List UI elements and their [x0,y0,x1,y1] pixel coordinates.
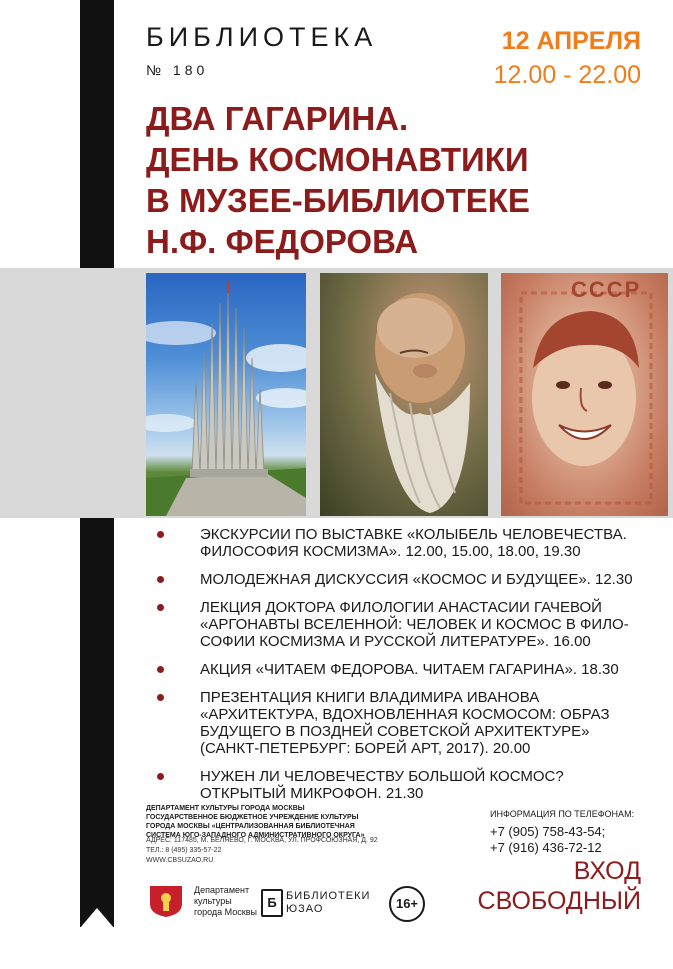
elder-portrait-illustration [320,273,488,516]
libraries-logo-line: БИБЛИОТЕКИ [286,890,371,902]
gagarin-portrait [501,273,668,516]
phone-number[interactable]: +7 (905) 758-43-54; [490,824,606,839]
bullet-icon [157,531,164,538]
event-time: 12.00 - 22.00 [493,61,641,89]
library-name: БИБЛИОТЕКА [146,22,378,52]
department-logo-line: Департамент [194,885,250,895]
entry-line: ВХОД [573,857,641,885]
organizer-line: ГОСУДАРСТВЕННОЕ БЮДЖЕТНОЕ УЧРЕЖДЕНИЕ КУЛЬТУРЫ [146,814,359,821]
address: АДРЕС: 117485, М. БЕЛЯЕВО, Г. МОСКВА, УЛ. ПРОФСОЮЗНАЯ, Д. 92 [146,837,378,844]
bullet-icon [157,773,164,780]
bullet-icon [157,576,164,583]
headline-line: ДЕНЬ КОСМОНАВТИКИ [146,141,529,178]
event-line: (САНКТ-ПЕТЕРБУРГ: БОРЕЙ АРТ, 2017). 20.00 [200,740,531,757]
phones-label: ИНФОРМАЦИЯ ПО ТЕЛЕФОНАМ: [490,809,635,819]
event-line: СОФИИ КОСМИЗМА И РУССКОЙ ЛИТЕРАТУРЕ». 16.00 [200,633,591,650]
organizer-line: ГОРОДА МОСКВЫ «ЦЕНТРАЛИЗОВАННАЯ БИБЛИОТЕЧНАЯ [146,823,355,830]
headline-line: ДВА ГАГАРИНА. [146,100,409,137]
library-phone: ТЕЛ.: 8 (495) 335-57-22 [146,847,222,854]
organizer-line: ДЕПАРТАМЕНТ КУЛЬТУРЫ ГОРОДА МОСКВЫ [146,805,305,812]
organizer-block [146,804,416,840]
bullet-icon [157,694,164,701]
gagarin-portrait-illustration [501,273,668,516]
event-line: ЛЕКЦИЯ ДОКТОРА ФИЛОЛОГИИ АНАСТАСИИ ГАЧЕВОЙ [200,599,602,616]
libraries-logo-icon: Б [261,889,283,917]
event-item [157,768,662,802]
bullet-icon [157,604,164,611]
headline-line: Н.Ф. ФЕДОРОВА [146,223,419,260]
event-item [157,526,662,560]
department-logo-line: культуры [194,896,232,906]
monument-photo [146,273,306,516]
monument-illustration [146,273,306,516]
website-link[interactable]: WWW.CBSUZAO.RU [146,857,214,864]
event-line: ОТКРЫТЫЙ МИКРОФОН. 21.30 [200,785,424,802]
event-item [157,571,662,588]
event-line: ЭКСКУРСИИ ПО ВЫСТАВКЕ «КОЛЫБЕЛЬ ЧЕЛОВЕЧЕСТВА. [200,526,627,543]
library-number: № 180 [146,62,209,78]
headline [146,98,656,262]
organizer-line: СИСТЕМА ЮГО-ЗАПАДНОГО АДМИНИСТРАТИВНОГО ОКРУГА» [146,832,365,839]
libraries-logo-text [286,890,370,916]
event-item [157,599,662,650]
event-line: МОЛОДЕЖНАЯ ДИСКУССИЯ «КОСМОС И БУДУЩЕЕ». 12.30 [200,571,633,588]
event-line: БУДУЩЕГО В ПОЗДНЕЙ СОВЕТСКОЙ АРХИТЕКТУРЕ» [200,723,590,740]
moscow-coat-of-arms-icon [146,884,186,918]
event-line: «АРГОНАВТЫ ВСЕЛЕННОЙ: ЧЕЛОВЕК И КОСМОС В ФИЛО- [200,616,629,633]
event-line: «АРХИТЕКТУРА, ВДОХНОВЛЕННАЯ КОСМОСОМ: ОБРАЗ [200,706,610,723]
contact-block [146,836,378,866]
phone-number[interactable]: +7 (916) 436-72-12 [490,840,602,855]
event-date: 12 АПРЕЛЯ [501,27,641,55]
event-line: АКЦИЯ «ЧИТАЕМ ФЕДОРОВА. ЧИТАЕМ ГАГАРИНА». 18.30 [200,661,619,678]
event-date-block [494,24,641,92]
event-item [157,661,662,678]
headline-line: В МУЗЕЕ-БИБЛИОТЕКЕ [146,182,530,219]
entry-line: СВОБОДНЫЙ [477,887,641,915]
libraries-logo-line: ЮЗАО [286,903,324,915]
event-list [157,526,662,813]
bookmark-notch [80,908,114,928]
event-item [157,689,662,757]
fedorov-portrait [320,273,488,516]
info-phones [490,806,634,856]
event-line: НУЖЕН ЛИ ЧЕЛОВЕЧЕСТВУ БОЛЬШОЙ КОСМОС? [200,768,564,785]
portrait-stamp-text: СССР [571,277,642,302]
free-entry [478,856,641,916]
age-rating-badge: 16+ [389,886,425,922]
department-logo-text [194,885,257,918]
event-line: ПРЕЗЕНТАЦИЯ КНИГИ ВЛАДИМИРА ИВАНОВА [200,689,540,706]
bullet-icon [157,666,164,673]
department-logo-line: города Москвы [194,907,257,917]
event-line: ФИЛОСОФИЯ КОСМИЗМА». 12.00, 15.00, 18.00, 19.30 [200,543,581,560]
